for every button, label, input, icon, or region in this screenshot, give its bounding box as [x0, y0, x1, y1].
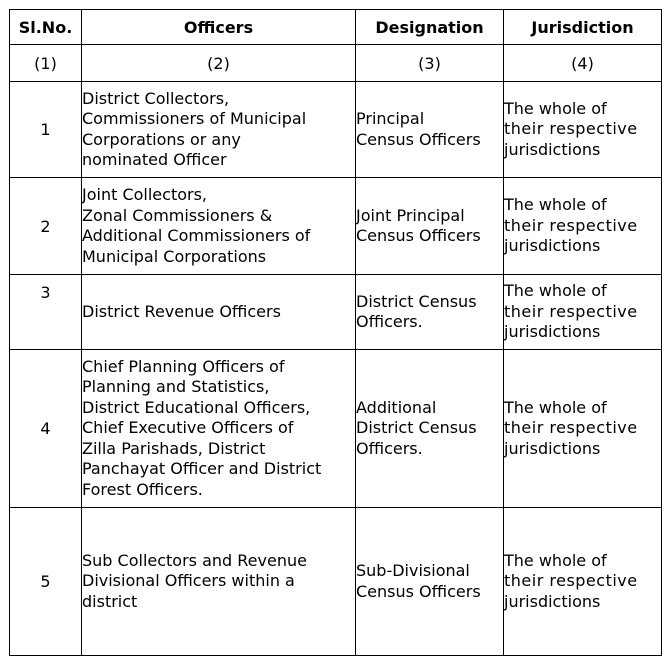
row-officers [82, 275, 356, 350]
table-row [10, 508, 662, 656]
officers-line: Joint Collectors, [82, 185, 208, 204]
officers-line: Panchayat Officer and District [82, 459, 322, 479]
row-designation [356, 350, 504, 508]
table-row [10, 178, 662, 275]
jurisdiction-line: jurisdictions [504, 322, 601, 342]
officers-line: Additional Commissioners of [82, 226, 311, 245]
row-officers [82, 178, 356, 275]
jurisdiction-line: their respective [504, 571, 638, 591]
officers-line: Divisional Officers within a [82, 571, 295, 591]
jurisdiction-line: The whole of [504, 195, 607, 215]
designation-line: Officers. [356, 438, 423, 458]
row-designation [356, 508, 504, 656]
row-sl-no: 4 [10, 350, 82, 508]
designation-line: Principal [356, 109, 425, 128]
jurisdiction-line: their respective [504, 215, 638, 235]
designation-line: District Census [356, 291, 477, 311]
designation-line: Joint Principal [356, 205, 465, 225]
header-row [10, 10, 662, 45]
designation-line: Census Officers [356, 226, 481, 245]
officers-line: Forest Officers. [82, 479, 203, 499]
column-number-3: (3) [356, 45, 504, 82]
row-officers [82, 82, 356, 178]
jurisdiction-line: The whole of [504, 550, 607, 570]
row-jurisdiction [504, 82, 662, 178]
jurisdiction-line: The whole of [504, 397, 607, 417]
officers-line: District Revenue Officers [82, 301, 281, 321]
designation-line: Census Officers [356, 581, 481, 601]
jurisdiction-line: The whole of [504, 98, 607, 118]
column-number-1: (1) [10, 45, 82, 82]
row-designation [356, 275, 504, 350]
row-jurisdiction [504, 275, 662, 350]
designation-line: Sub-Divisional [356, 561, 470, 580]
header-sl-no: Sl.No. [10, 10, 82, 45]
header-designation: Designation [356, 10, 504, 45]
row-designation [356, 178, 504, 275]
designation-line: District Census [356, 418, 477, 438]
designation-line: Additional [356, 397, 437, 417]
officers-line: District Educational Officers, [82, 397, 311, 417]
column-number-2: (2) [82, 45, 356, 82]
jurisdiction-line: their respective [504, 119, 638, 139]
officers-line: District Collectors, [82, 88, 230, 108]
row-officers [82, 350, 356, 508]
table-row [10, 82, 662, 178]
officers-line: Zilla Parishads, District [82, 438, 266, 458]
jurisdiction-line: their respective [504, 301, 638, 321]
officers-line: Municipal Corporations [82, 246, 267, 266]
officers-line: Planning and Statistics, [82, 377, 270, 397]
officers-line: nominated Officer [82, 150, 227, 169]
row-sl-no: 2 [10, 178, 82, 275]
officers-line: Zonal Commissioners & [82, 205, 273, 225]
jurisdiction-line: jurisdictions [504, 236, 601, 256]
jurisdiction-line: jurisdictions [504, 139, 601, 159]
row-jurisdiction [504, 178, 662, 275]
row-sl-no: 3 [10, 275, 82, 350]
table-row [10, 275, 662, 350]
census-officers-table [9, 9, 662, 656]
header-jurisdiction: Jurisdiction [504, 10, 662, 45]
row-sl-no: 5 [10, 508, 82, 656]
jurisdiction-line: The whole of [504, 281, 607, 301]
jurisdiction-line: jurisdictions [504, 591, 601, 611]
officers-line: Chief Executive Officers of [82, 418, 294, 438]
row-jurisdiction [504, 350, 662, 508]
row-designation [356, 82, 504, 178]
designation-line: Officers. [356, 312, 423, 331]
header-officers: Officers [82, 10, 356, 45]
officers-line: district [82, 591, 138, 611]
table-row [10, 350, 662, 508]
jurisdiction-line: jurisdictions [504, 438, 601, 458]
jurisdiction-line: their respective [504, 418, 638, 438]
officers-line: Commissioners of Municipal [82, 109, 307, 128]
row-officers [82, 508, 356, 656]
officers-line: Chief Planning Officers of [82, 356, 285, 376]
row-sl-no: 1 [10, 82, 82, 178]
officers-line: Corporations or any [82, 129, 241, 149]
column-number-row [10, 45, 662, 82]
designation-line: Census Officers [356, 129, 481, 149]
row-jurisdiction [504, 508, 662, 656]
column-number-4: (4) [504, 45, 662, 82]
officers-line: Sub Collectors and Revenue [82, 550, 307, 570]
